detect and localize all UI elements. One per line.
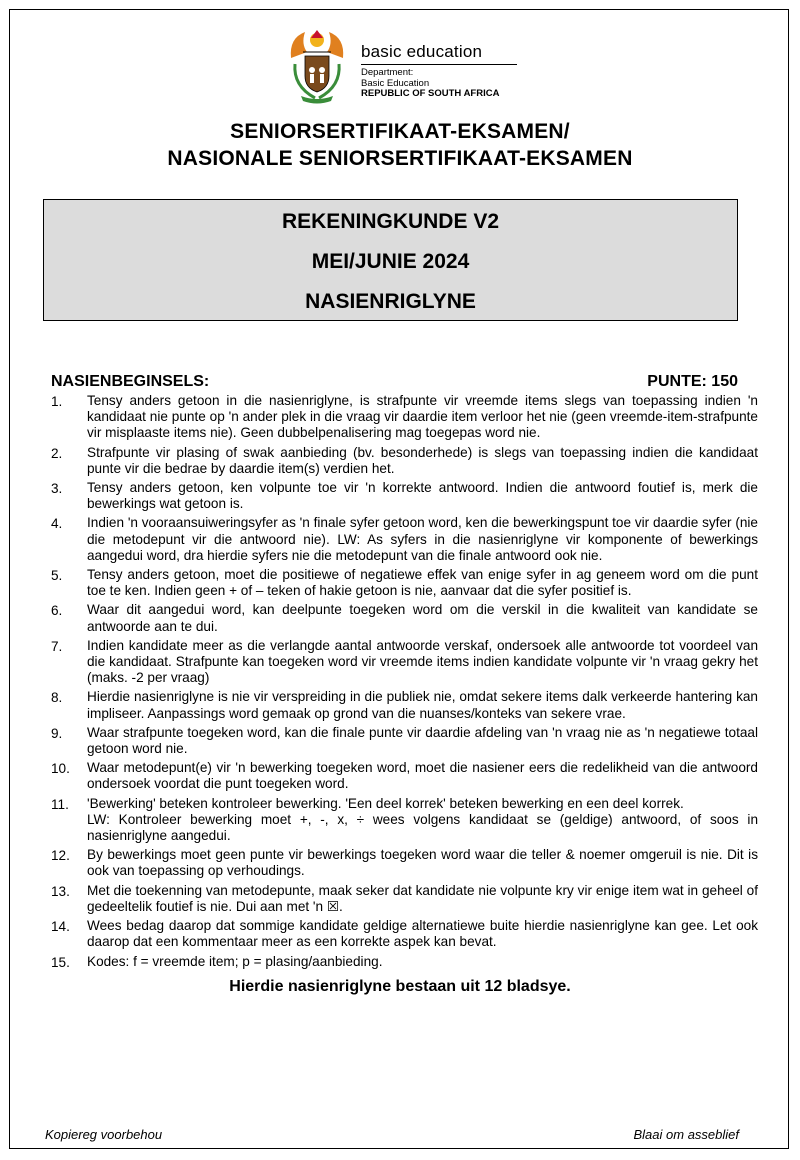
list-item [51,445,758,477]
list-item [51,796,758,845]
item-text: 'Bewerking' beteken kontroleer bewerking. 'Een deel korrek' beteken bewerking en een deel korrek. [87,795,684,811]
item-text: Hierdie nasienriglyne is nie vir verspreiding in die publiek nie, omdat sekere items dalk verkeerde hantering kan impliseer. Aanpassings word gemaak op grond van die nuanses/konteks van sekere vrae. [87,689,758,721]
item-text: Indien kandidate meer as die verlangde aantal antwoorde verskaf, ondersoek alle antwoorde tot voordeel van die kandidaat. Strafpunte kan toegeken word vir vreemde items indien kandidate volpunte vir 'n vraag gekry het (maks. -2 per vraag) [87,637,758,686]
item-text: Tensy anders getoon, ken volpunte toe vir 'n korrekte antwoord. Indien die antwoord foutief is, merk die bewerkings wat getoon is. [87,480,758,512]
item-text: Waar metodepunt(e) vir 'n bewerking toegeken word, moet die nasiener eers die redelikheid van die antwoord ondersoek voordat die punt toegeken word. [87,760,758,792]
exam-title-line: SENIORSERTIFIKAAT-EKSAMEN/ [230,120,570,143]
list-item [51,515,758,564]
item-number: 10. [51,761,70,777]
item-number: 2. [51,445,63,461]
copyright-footer: Kopiereg voorbehou [45,1127,163,1142]
item-text: Tensy anders getoon, moet die positiewe of negatiewe effek van enige syfer in ag geneem word om die punt toe te ken. Indien geen + of – teken of hakie getoon is nie, aanvaar dat die syfer positief is. [87,567,758,599]
subject-box [43,199,738,321]
list-item [51,602,758,634]
subject-title: REKENINGKUNDE V2 [281,210,500,233]
exam-session: MEI/JUNIE 2024 [311,250,470,273]
department-line: Department: [361,67,414,78]
turn-over-footer: Blaai om asseblief [633,1127,739,1142]
list-item [51,725,758,757]
item-number: 12. [51,848,70,864]
item-number: 6. [51,603,63,619]
list-item [51,567,758,599]
brand-divider [361,64,517,65]
item-text: Kodes: f = vreemde item; p = plasing/aanbieding. [87,953,383,969]
item-number: 11. [51,796,69,812]
item-number: 4. [51,516,63,532]
list-item [51,918,758,950]
item-text: Waar dit aangedui word, kan deelpunte toegeken word om die verskil in die kwaliteit van kandidate se antwoorde aan te dui. [87,602,758,634]
item-number: 13. [51,883,70,899]
item-text: By bewerkings moet geen punte vir bewerkings toegeken word waar die teller & noemer omgeruil is nie. Dit is ook van toepassing op verhoudings. [87,847,758,879]
item-text: Waar strafpunte toegeken word, kan die finale punte vir daardie afdeling van 'n vraag nie as 'n negatiewe totaal getoon word nie. [87,724,758,757]
marking-principles-list [51,393,758,973]
department-line: Basic Education [361,77,430,89]
item-number: 9. [51,725,63,741]
item-number: 14. [51,919,70,935]
item-number: 7. [51,638,63,654]
principles-header [51,373,741,391]
list-item [51,393,758,442]
item-text: Indien 'n vooraansuiweringsyfer as 'n finale syfer getoon word, ken die bewerkingspunt toe vir daardie syfer (nie die metodepunt vir die antwoord nie). LW: As syfers in die nasienriglyne vir komponente of bewerkings aangedui word, dra hierdie syfers nie die metodepunt van die finale antwoord ook nie. [87,515,758,563]
item-text: Met die toekenning van metodepunte, maak seker dat kandidate nie volpunte kry vir enige item wat in geheel of gedeeltelik foutief is nie. Dui aan met 'n ☒. [87,882,758,914]
brand-name: basic education [361,42,483,61]
exam-title-line: NASIONALE SENIORSERTIFIKAAT-EKSAMEN [167,147,633,170]
coat-of-arms-icon [285,28,349,104]
document-type: NASIENRIGLYNE [305,290,476,313]
item-number: 1. [51,394,63,409]
principles-heading: NASIENBEGINSELS: [51,373,210,390]
department-logo [285,28,525,104]
list-item [51,954,758,970]
item-number: 3. [51,481,63,497]
department-line: REPUBLIC OF SOUTH AFRICA [361,88,500,99]
list-item [51,760,758,792]
department-name [361,68,499,100]
list-item [51,847,758,879]
item-number: 8. [51,690,63,706]
list-item [51,883,758,915]
item-text: Wees bedag daarop dat sommige kandidate geldige alternatiewe buite hierdie nasienriglyne kan gee. Let ook daarop dat een kommentaar meer as een korrekte aspek kan bevat. [87,918,758,950]
item-number: 15. [51,954,70,970]
list-item [51,689,758,721]
list-item [51,480,758,512]
item-note: LW: Kontroleer bewerking moet +, -, x, ÷ wees volgens kandidaat se (geldige) antwoord, of soos in nasienriglyne aangedui. [87,811,758,844]
list-item [51,638,758,687]
item-number: 5. [51,568,63,584]
item-text: Tensy anders getoon in die nasienriglyne, is strafpunte vir vreemde items slegs van toepassing indien 'n kandidaat nie punte op 'n ander plek in die vraag vir daardie item verloor het nie (geen vreemde-item-strafpunte vir misplaaste items nie). Geen dubbelpenalisering mag toegepas word nie. [87,393,758,441]
total-marks: PUNTE: 150 [647,373,738,390]
page-count-note: Hierdie nasienriglyne bestaan uit 12 bladsye. [229,978,571,995]
item-text: Strafpunte vir plasing of swak aanbieding (bv. besonderhede) is slegs van toepassing indien die kandidaat punte vir die bedrae by daardie item(s) verdien het. [87,444,758,476]
